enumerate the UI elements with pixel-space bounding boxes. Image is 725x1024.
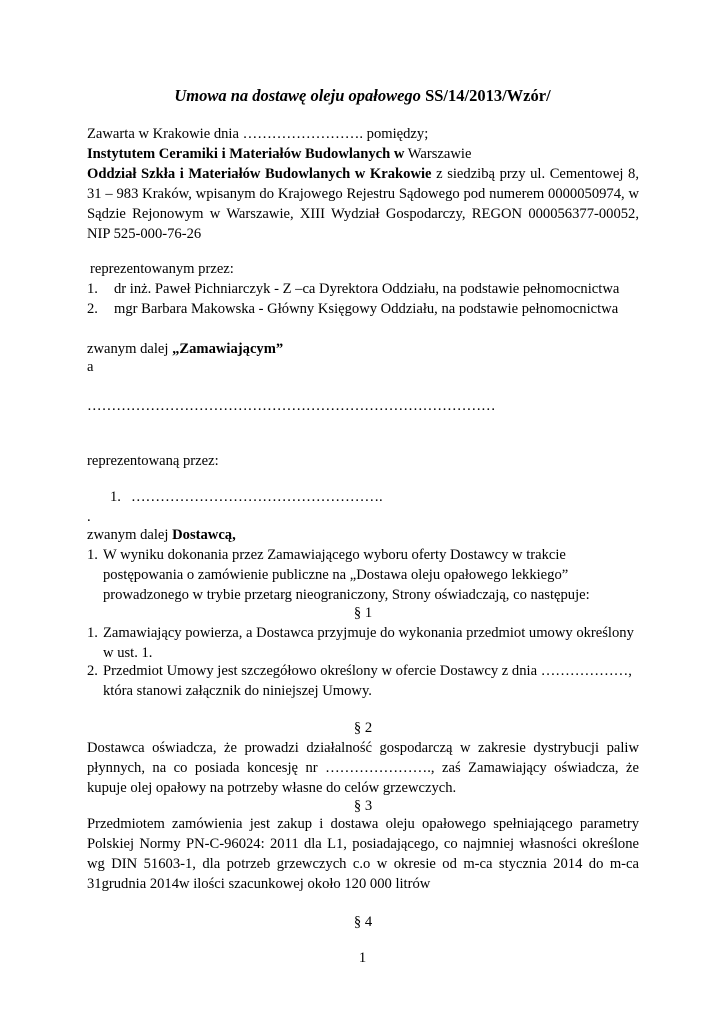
list-number: 1.: [87, 625, 98, 641]
document-title: [0, 86, 725, 106]
page-number: 1: [358, 950, 367, 966]
supplier-designation: [87, 525, 639, 545]
supplier-label: Dostawcą,: [172, 527, 236, 543]
title-italic: Umowa na dostawę oleju opałowego: [174, 86, 421, 105]
list-number: 1.: [87, 281, 98, 297]
branch-name-bold: Oddział Szkła i Materiałów Budowlanych w Krakowie: [87, 166, 432, 182]
branch-address-registration: z siedzibą przy ul. Cementowej 8, 31 – 983 Kraków, wpisanym do Krajowego Rejestru Sądowego pod numerem 0000050974, w Sądzie Rejonowym w Warszawie, XIII Wydział Gospodarczy, REGON 000056377-00052, NIP 525-000-76-26: [87, 166, 639, 242]
title-number: SS/14/2013/Wzór/: [420, 86, 551, 105]
institute-city: Warszawie: [404, 146, 472, 162]
branch-details: [87, 164, 639, 244]
called-hereinafter: zwanym dalej: [87, 341, 173, 357]
list-number: 2.: [87, 663, 98, 679]
supplier-representative-placeholder: …………………………………………….: [130, 489, 383, 505]
and-word: a: [87, 359, 94, 375]
supplier-represented-by-label: reprezentowaną przez:: [87, 453, 219, 469]
representative-item-1: [87, 279, 639, 299]
called-hereinafter: zwanym dalej: [87, 527, 173, 543]
representative-text: mgr Barbara Makowska - Główny Księgowy Oddziału, na podstawie pełnomocnictwa: [114, 301, 619, 317]
section-1-item-1: [87, 623, 639, 663]
section-3-text: Przedmiotem zamówienia jest zakup i dostawa oleju opałowego spełniającego parametry Polskiej Normy PN-C-96024: 2011 dla L1, posiadającego, co najmniej własności określone wg DIN 51603-1, dla potrzeb grzewczych c.o w okresie od m-ca stycznia 2014 do m-ca 31grudnia 2014w ilości szacunkowej około 120 000 litrów: [87, 816, 639, 892]
list-number: 1.: [110, 489, 121, 505]
representative-text: dr inż. Paweł Pichniarczyk - Z –ca Dyrektora Oddziału, na podstawie pełnomocnictwa: [114, 281, 620, 297]
supplier-name-placeholder: …………………………………………………………………………: [87, 398, 496, 414]
section-mark-3: § 3: [353, 798, 373, 814]
contract-place-date: Zawarta w Krakowie dnia ……………………. pomiędzy;: [87, 126, 429, 142]
stray-dot: .: [87, 509, 91, 525]
section-1-item-text: Zamawiający powierza, a Dostawca przyjmuje do wykonania przedmiot umowy określony w ust. 1.: [103, 625, 634, 661]
list-number: 1.: [87, 547, 98, 563]
section-mark-1: § 1: [353, 605, 373, 621]
institute-name-bold: Instytutem Ceramiki i Materiałów Budowlanych w: [87, 146, 405, 162]
intro-clause-text: W wyniku dokonania przez Zamawiającego wyboru oferty Dostawcy w trakcie postępowania o zamówienie publiczne na „Dostawa oleju opałowego lekkiego” prowadzonego w trybie przetarg nieograniczony, Strony oświadczają, co następuje:: [103, 547, 590, 603]
section-1-item-2: [87, 661, 639, 701]
representative-item-2: [87, 299, 639, 319]
section-mark-4: § 4: [353, 914, 373, 930]
institute-name: [87, 144, 639, 164]
section-mark-2: § 2: [353, 720, 373, 736]
list-number: 2.: [87, 301, 98, 317]
represented-by-label: reprezentowanym przez:: [90, 261, 234, 277]
ordering-party-name: „Zamawiającym”: [172, 341, 284, 357]
supplier-representative-item: [110, 487, 662, 507]
section-2-text: Dostawca oświadcza, że prowadzi działalność gospodarczą w zakresie dystrybucji paliw płynnych, na co posiada koncesję nr …………………., zaś Zamawiający oświadcza, że kupuje olej opałowy na potrzeby własne do celów grzewczych.: [87, 740, 639, 796]
section-1-item-text: Przedmiot Umowy jest szczegółowo określony w ofercie Dostawcy z dnia ………………, która stanowi załącznik do niniejszej Umowy.: [103, 663, 632, 699]
intro-clause: [87, 545, 639, 605]
ordering-party-designation: [87, 339, 639, 359]
